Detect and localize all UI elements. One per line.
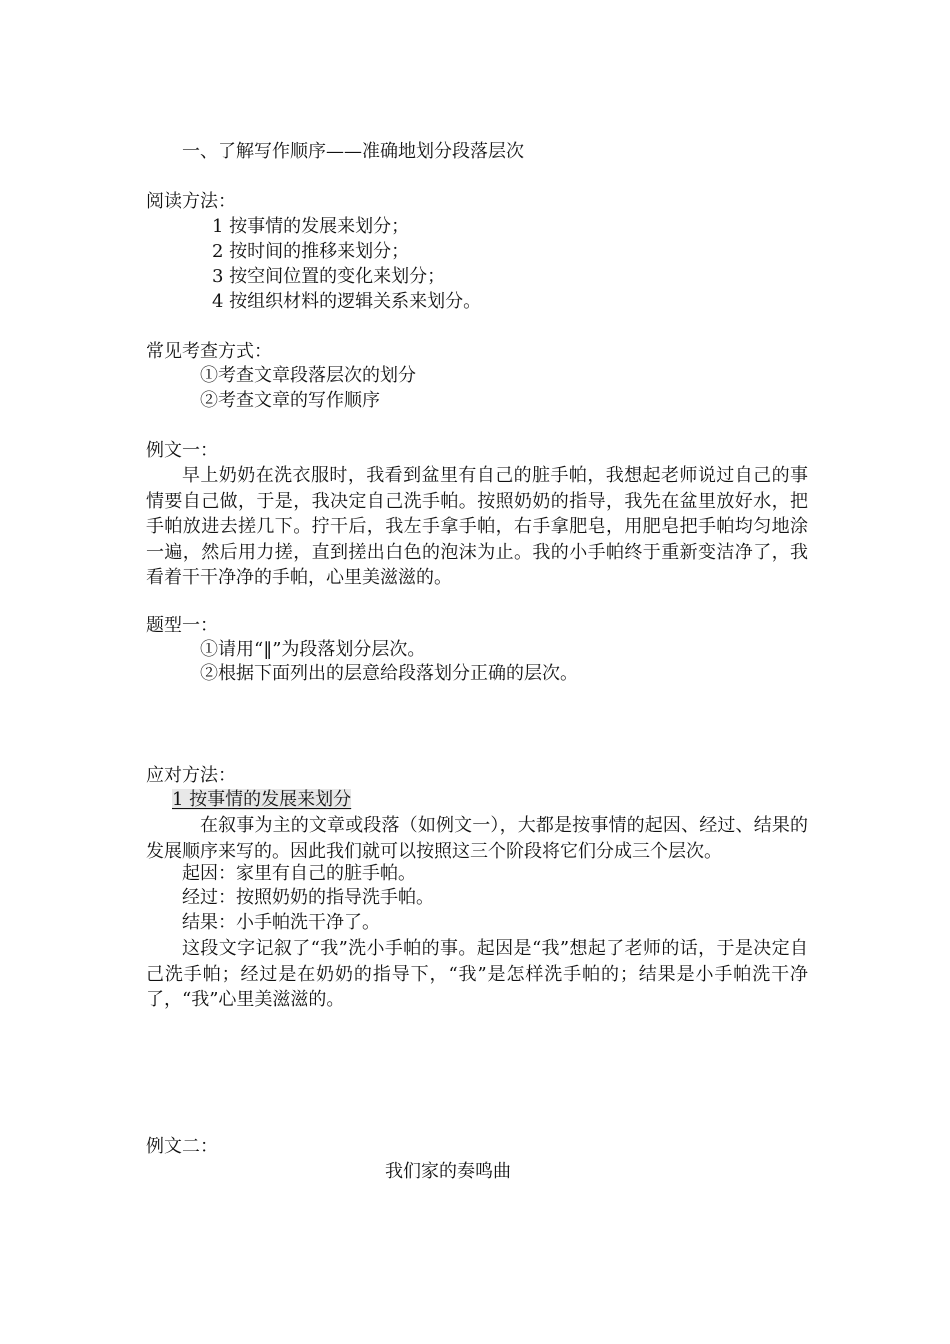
summary-paragraph: 这段文字记叙了“我”洗小手帕的事。起因是“我”想起了老师的话，于是决定自己洗手帕；经过是在奶奶的指导下，“我”是怎样洗手帕的；结果是小手帕洗干净了，“我”心里美滋滋的。 [146, 938, 808, 1010]
section-heading: 一、了解写作顺序——准确地划分段落层次 [182, 141, 524, 162]
cause-line: 起因：家里有自己的脏手帕。 [182, 863, 416, 884]
result-line: 结果：小手帕洗干净了。 [182, 912, 380, 933]
reading-method-item: 2 按时间的推移来划分； [212, 241, 410, 262]
exam-style-item: ②考查文章的写作顺序 [200, 390, 380, 411]
question-item: ①请用“‖”为段落划分层次。 [200, 639, 426, 660]
example1-label: 例文一： [146, 440, 218, 461]
example1-paragraph: 早上奶奶在洗衣服时，我看到盆里有自己的脏手帕，我想起老师说过自己的事情要自己做，于是，我决定自己洗手帕。按照奶奶的指导，我先在盆里放好水，把手帕放进去搓几下。拧干后，我左手拿手帕，右手拿肥皂，用肥皂把手帕均匀地涂一遍，然后用力搓，直到搓出白色的泡沫为止。我的小手帕终于重新变洁净了，我看着干干净净的手帕，心里美滋滋的。 [146, 465, 808, 588]
example2-title: 我们家的奏鸣曲 [385, 1161, 511, 1182]
reading-methods-label: 阅读方法： [146, 191, 236, 212]
reading-method-item: 4 按组织材料的逻辑关系来划分。 [212, 291, 482, 312]
reading-method-item: 3 按空间位置的变化来划分； [212, 266, 446, 287]
example2-label: 例文二： [146, 1136, 218, 1157]
approach-subtitle [172, 788, 351, 812]
question-item: ②根据下面列出的层意给段落划分正确的层次。 [200, 663, 578, 684]
exam-style-item: ①考查文章段落层次的划分 [200, 365, 416, 386]
highlighted-subtitle-text: 1 按事情的发展来划分 [172, 789, 352, 810]
approach-label: 应对方法： [146, 765, 236, 786]
process-line: 经过：按照奶奶的指导洗手帕。 [182, 887, 434, 908]
exam-styles-label: 常见考查方式： [146, 341, 272, 362]
approach-paragraph: 在叙事为主的文章或段落（如例文一），大都是按事情的起因、经过、结果的发展顺序来写的。因此我们就可以按照这三个阶段将它们分成三个层次。 [146, 815, 808, 862]
reading-method-item: 1 按事情的发展来划分； [212, 216, 410, 237]
question-type1-label: 题型一： [146, 615, 218, 636]
